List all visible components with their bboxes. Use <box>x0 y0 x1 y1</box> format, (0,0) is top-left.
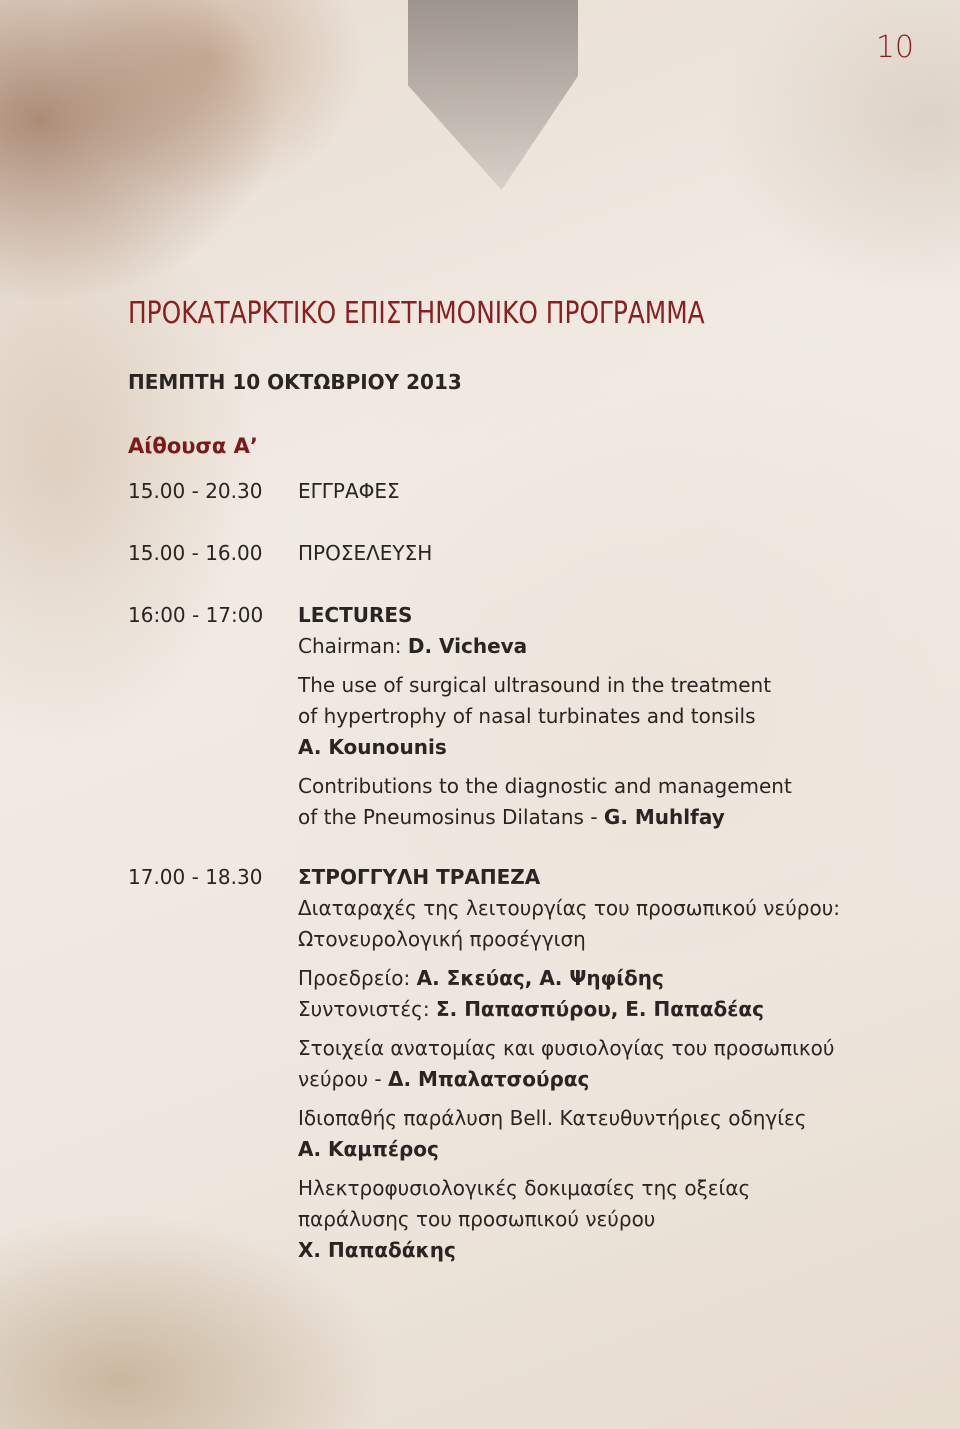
schedule-content <box>298 538 858 569</box>
session-heading: LECTURES <box>298 603 413 627</box>
talk-speaker: Χ. Παπαδάκης <box>298 1238 456 1262</box>
coordinators-line <box>298 994 858 1025</box>
talk-title-line: Ιδιοπαθής παράλυση Bell. Κατευθυντήριες οδηγίες <box>298 1106 807 1130</box>
talk-title-line <box>298 802 858 833</box>
chairman-label: Chairman: <box>298 634 402 658</box>
chairman-line <box>298 631 858 662</box>
schedule-time: 15.00 - 20.30 <box>128 479 263 503</box>
talk-title-line: The use of surgical ultrasound in the treatment <box>298 673 772 697</box>
program-title: ΠΡΟΚΑΤΑΡΚΤΙΚΟ ΕΠΙΣΤΗΜΟΝΙΚΟ ΠΡΟΓΡΑΜΜΑ <box>128 296 705 331</box>
talk-title-text: of the Pneumosinus Dilatans - <box>298 805 604 829</box>
presidium-line <box>298 963 858 994</box>
coordinators-names: Σ. Παπασπύρου, Ε. Παπαδέας <box>435 997 764 1021</box>
schedule-content <box>298 862 858 1266</box>
room-name: Αίθουσα Α’ <box>128 434 258 458</box>
session-heading: ΣΤΡΟΓΓΥΛΗ ΤΡΑΠΕΖΑ <box>298 865 541 889</box>
schedule-time: 17.00 - 18.30 <box>128 865 263 889</box>
talk-speaker: G. Muhlfay <box>603 805 725 829</box>
talk-speaker: Α. Καμπέρος <box>298 1137 439 1161</box>
talk-title-line: Contributions to the diagnostic and management <box>298 774 792 798</box>
talk-title-line: of hypertrophy of nasal turbinates and tonsils <box>298 704 756 728</box>
talk-title-line: παράλυσης του προσωπικού νεύρου <box>298 1207 656 1231</box>
schedule-content <box>298 600 858 833</box>
presidium-names: Α. Σκεύας, Α. Ψηφίδης <box>416 966 664 990</box>
page-number: 10 <box>875 30 914 65</box>
talk-title-line: Στοιχεία ανατομίας και φυσιολογίας του προσωπικού <box>298 1036 835 1060</box>
talk-title-line <box>298 1064 858 1095</box>
presidium-label: Προεδρείο: <box>298 966 411 990</box>
talk-title-text: νεύρου - <box>298 1067 388 1091</box>
chairman-name: D. Vicheva <box>407 634 528 658</box>
talk-speaker: Δ. Μπαλατσούρας <box>388 1067 590 1091</box>
talk-title-line: Ηλεκτροφυσιολογικές δοκιμασίες της οξείας <box>298 1176 751 1200</box>
talk-speaker: A. Kounounis <box>298 735 447 759</box>
round-table-topic: Διαταραχές της λειτουργίας του προσωπικού νεύρου: <box>298 896 841 920</box>
background-leaf-decoration <box>408 0 578 190</box>
session-heading: ΠΡΟΣΕΛΕΥΣΗ <box>298 541 433 565</box>
round-table-topic: Ωτονευρολογική προσέγγιση <box>298 927 586 951</box>
schedule-time: 15.00 - 16.00 <box>128 541 263 565</box>
coordinators-label: Συντονιστές: <box>298 997 430 1021</box>
program-date: ΠΕΜΠΤΗ 10 ΟΚΤΩΒΡΙΟΥ 2013 <box>128 370 462 394</box>
schedule-content <box>298 476 858 507</box>
session-heading: ΕΓΓΡΑΦΕΣ <box>298 479 400 503</box>
schedule-time: 16:00 - 17:00 <box>128 603 264 627</box>
